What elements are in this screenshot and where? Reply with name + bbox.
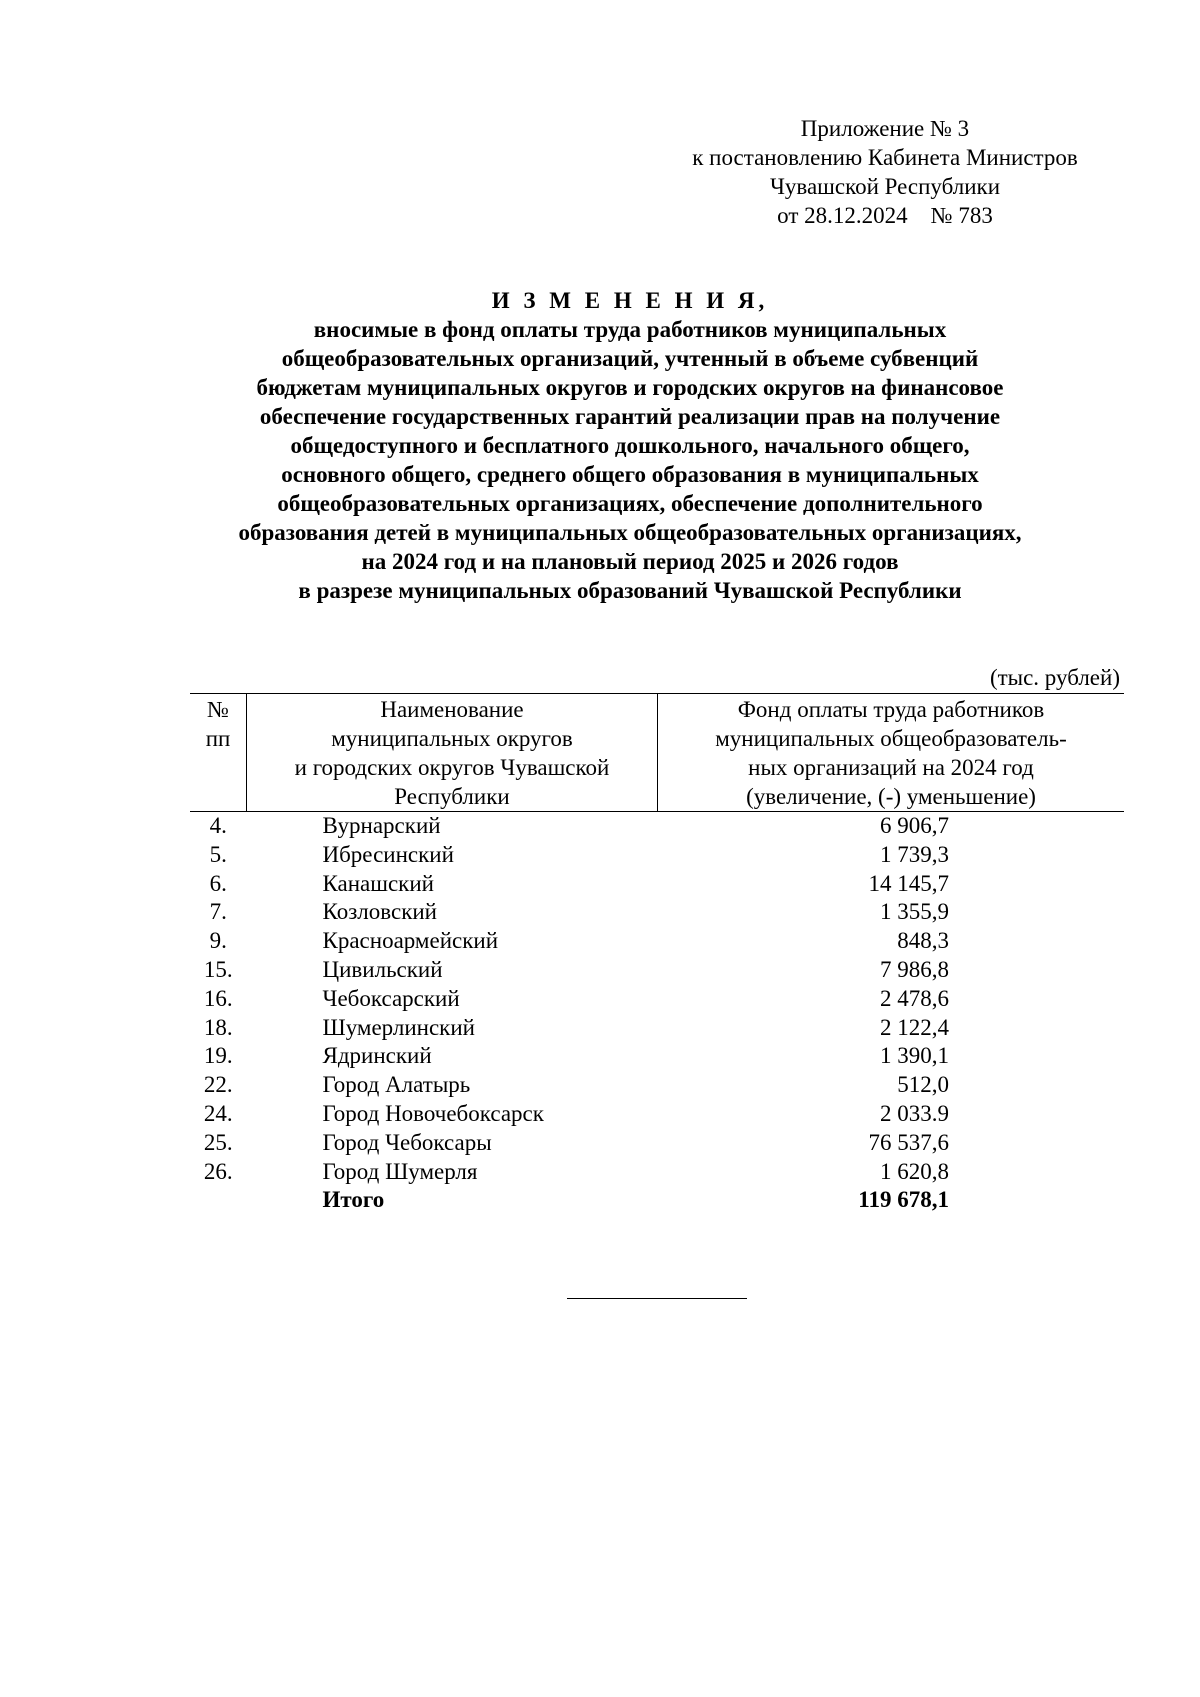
heading-line: в разрезе муниципальных образований Чувашской Республики — [298, 578, 962, 603]
row-value: 2 478,6 — [880, 985, 949, 1011]
row-value: 512,0 — [897, 1072, 949, 1098]
row-value: 6 906,7 — [880, 813, 949, 838]
header-text: ных организаций на 2024 год — [748, 755, 1034, 780]
table-body — [190, 812, 1124, 1216]
header-text: Республики — [394, 784, 510, 809]
table-row — [190, 1129, 1124, 1158]
row-name: Шумерлинский — [322, 1014, 475, 1040]
header-name — [247, 694, 658, 812]
row-number: 18. — [203, 1014, 233, 1040]
table-row — [190, 1100, 1124, 1129]
table-row — [190, 1042, 1124, 1071]
row-value: 1 355,9 — [880, 899, 949, 925]
row-name: Ядринский — [322, 1043, 432, 1069]
appendix-date-number: от 28.12.2024 № 783 — [777, 203, 993, 228]
row-number: 6. — [209, 870, 227, 896]
row-name: Город Новочебоксарск — [322, 1100, 544, 1126]
row-number: 16. — [203, 985, 233, 1011]
row-name: Красноармейский — [322, 928, 498, 954]
row-value: 7 986,8 — [880, 956, 949, 982]
heading-line: общедоступного и бесплатного дошкольного, начального общего, — [290, 433, 970, 458]
heading-line: вносимые в фонд оплаты труда работников муниципальных — [313, 317, 947, 342]
row-name: Канашский — [322, 870, 434, 896]
heading-line: на 2024 год и на плановый период 2025 и 2026 годов — [361, 549, 899, 574]
header-row — [190, 694, 1124, 812]
row-value: 1 390,1 — [880, 1043, 949, 1069]
total-row — [190, 1186, 1124, 1215]
header-text: муниципальных округов — [331, 726, 573, 751]
row-number: 15. — [203, 956, 233, 982]
row-value: 848,3 — [897, 928, 949, 954]
row-number: 19. — [203, 1043, 233, 1069]
row-number: 9. — [209, 928, 227, 954]
heading-line: общеобразовательных организациях, обеспечение дополнительного — [277, 491, 983, 516]
table-row — [190, 841, 1124, 870]
header-text: муниципальных общеобразователь- — [715, 726, 1067, 751]
row-value: 14 145,7 — [868, 870, 949, 896]
fund-table — [190, 693, 1124, 1215]
table-row — [190, 956, 1124, 985]
total-number-cell — [190, 1186, 247, 1215]
row-name: Город Чебоксары — [322, 1129, 492, 1155]
row-number: 26. — [203, 1158, 233, 1184]
row-name: Вурнарский — [322, 813, 441, 838]
table-row — [190, 927, 1124, 956]
table-row — [190, 985, 1124, 1014]
row-value: 1 620,8 — [880, 1158, 949, 1184]
row-value: 76 537,6 — [868, 1129, 949, 1155]
heading-line: основного общего, среднего общего образования в муниципальных — [281, 462, 979, 487]
row-name: Город Шумерля — [322, 1158, 478, 1184]
row-number: 25. — [203, 1129, 233, 1155]
table-header — [190, 694, 1124, 812]
header-text: и городских округов Чувашской — [294, 755, 610, 780]
appendix-republic: Чувашской Республики — [769, 174, 1001, 199]
header-number — [190, 694, 247, 812]
row-value: 2 033.9 — [880, 1100, 949, 1126]
units-label: (тыс. рублей) — [989, 665, 1120, 690]
header-fund — [658, 694, 1125, 812]
appendix-number: Приложение № 3 — [800, 116, 970, 141]
row-number: 24. — [203, 1100, 233, 1126]
appendix-block — [640, 114, 1130, 230]
closing-separator-line — [567, 1298, 747, 1299]
heading-line: общеобразовательных организаций, учтенный в объеме субвенций — [281, 346, 979, 371]
row-value: 2 122,4 — [880, 1014, 949, 1040]
heading-title: И З М Е Н Е Н И Я, — [491, 288, 769, 313]
heading-line: образования детей в муниципальных общеобразовательных организациях, — [238, 520, 1022, 545]
row-value: 1 739,3 — [880, 841, 949, 867]
table-row — [190, 812, 1124, 841]
total-label: Итого — [322, 1187, 385, 1213]
header-text: пп — [205, 726, 231, 751]
document-heading — [150, 286, 1110, 605]
row-name: Цивильский — [322, 956, 443, 982]
header-text: Наименование — [380, 697, 524, 722]
heading-line: обеспечение государственных гарантий реализации прав на получение — [259, 404, 1001, 429]
total-value: 119 678,1 — [858, 1187, 949, 1213]
row-name: Чебоксарский — [322, 985, 460, 1011]
table-row — [190, 870, 1124, 899]
table-row — [190, 1158, 1124, 1187]
row-name: Козловский — [322, 899, 437, 925]
header-text: (увеличение, (-) уменьшение) — [746, 784, 1036, 809]
row-number: 7. — [209, 899, 227, 925]
row-number: 4. — [209, 813, 227, 838]
table-row — [190, 1014, 1124, 1043]
header-text: № — [207, 697, 229, 722]
row-number: 5. — [209, 841, 227, 867]
heading-line: бюджетам муниципальных округов и городских округов на финансовое — [256, 375, 1004, 400]
appendix-resolution: к постановлению Кабинета Министров — [692, 145, 1078, 170]
table-row — [190, 1071, 1124, 1100]
row-name: Ибресинский — [322, 841, 454, 867]
header-text: Фонд оплаты труда работников — [737, 697, 1045, 722]
row-name: Город Алатырь — [322, 1072, 471, 1098]
row-number: 22. — [203, 1072, 233, 1098]
table-row — [190, 898, 1124, 927]
